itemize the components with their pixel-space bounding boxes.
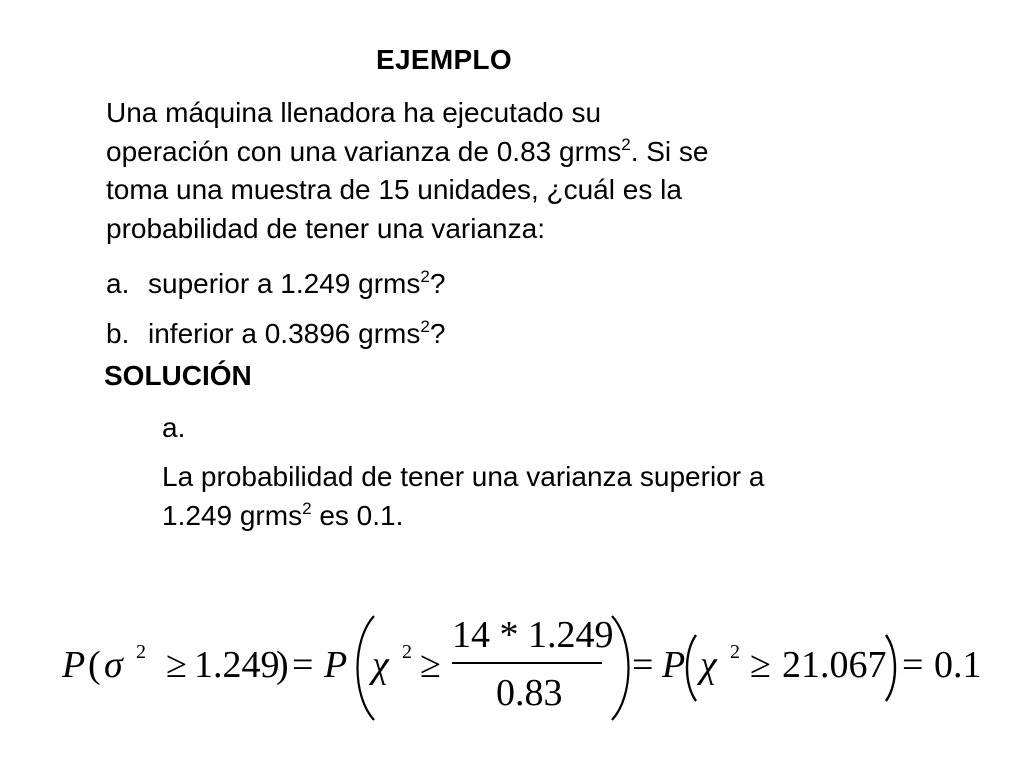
fraction-denominator: 0.83 xyxy=(496,672,563,714)
list-item-marker: b. xyxy=(106,318,130,349)
superscript: 2 xyxy=(302,498,312,518)
formula-chi: χ xyxy=(700,644,717,686)
fraction-numerator: 14 * 1.249 xyxy=(452,614,614,656)
left-paren-icon xyxy=(682,632,700,704)
formula-equals: = xyxy=(292,644,314,686)
problem-line-2-text: operación con una varianza de 0.83 grms xyxy=(106,135,622,167)
list-item-marker: a. xyxy=(106,268,130,299)
problem-line-2-tail: . Si se xyxy=(630,135,709,167)
problem-line-1: Una máquina llenadora ha ejecutado su xyxy=(106,97,602,128)
formula-chi: χ xyxy=(372,644,389,686)
problem-line-3: toma una muestra de 15 unidades, ¿cuál es la xyxy=(106,174,682,205)
solution-part-label: a. xyxy=(162,412,186,443)
conclusion-line-2-text: 1.249 grms xyxy=(162,499,303,531)
list-item-text-tail: ? xyxy=(429,318,446,349)
formula-open-paren: ( xyxy=(88,644,101,686)
problem-statement xyxy=(106,94,906,248)
list-item-text xyxy=(148,268,445,300)
formula-equals: = xyxy=(632,644,654,686)
superscript: 2 xyxy=(420,267,430,286)
formula-result: 0.1 xyxy=(934,644,982,686)
formula-close-paren: ) xyxy=(276,644,289,686)
list-item-text-main: inferior a 0.3896 grms xyxy=(148,318,421,349)
formula-p3: P xyxy=(662,644,686,686)
right-paren-icon xyxy=(882,632,900,704)
conclusion-line-2-tail: es 0.1. xyxy=(311,499,404,531)
formula-exponent: 2 xyxy=(402,641,412,663)
solution-conclusion xyxy=(162,458,962,535)
solution-heading: SOLUCIÓN xyxy=(104,360,252,391)
problem-line-4: probabilidad de tener una varianza: xyxy=(106,212,545,244)
fraction-bar xyxy=(452,662,602,664)
page-title: EJEMPLO xyxy=(376,44,512,75)
formula-value-21067: 21.067 xyxy=(782,644,887,686)
superscript: 2 xyxy=(621,134,631,154)
formula-sigma: σ xyxy=(104,644,123,686)
list-item-text-main: superior a 1.249 grms xyxy=(148,268,421,299)
probability-formula xyxy=(58,612,988,724)
formula-exponent: 2 xyxy=(730,641,740,663)
formula-equals: = xyxy=(902,644,924,686)
list-item-text xyxy=(148,318,445,350)
formula-p2: P xyxy=(324,644,348,686)
problem-line-2 xyxy=(106,133,906,172)
conclusion-line-1: La probabilidad de tener una varianza superior a xyxy=(162,461,765,492)
formula-p1: P xyxy=(62,644,86,686)
list-item-text-tail: ? xyxy=(429,268,446,299)
formula-value-1249: 1.249 xyxy=(194,644,280,686)
formula-exponent: 2 xyxy=(136,641,146,663)
formula-geq: ≥ xyxy=(420,644,441,686)
superscript: 2 xyxy=(420,317,430,336)
conclusion-line-2 xyxy=(162,497,962,536)
formula-geq: ≥ xyxy=(750,644,771,686)
formula-geq: ≥ xyxy=(166,644,187,686)
